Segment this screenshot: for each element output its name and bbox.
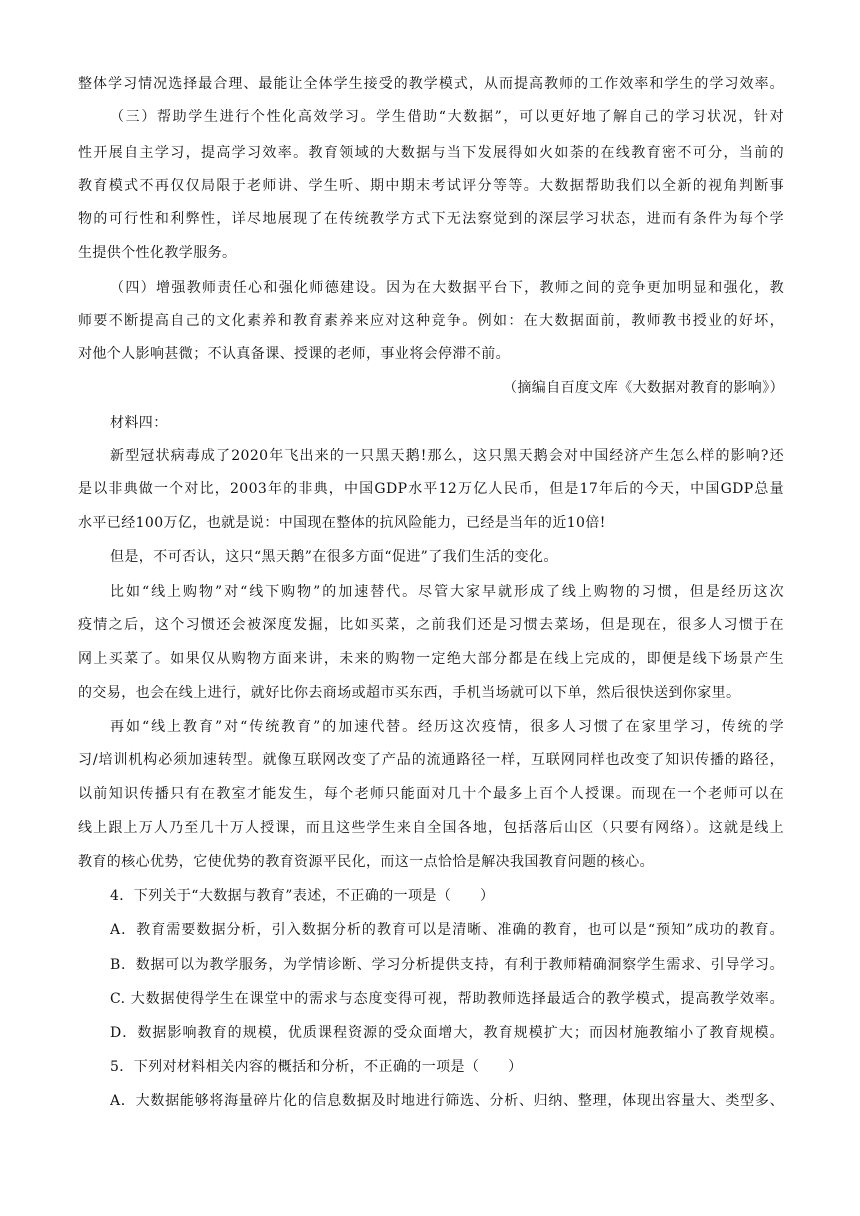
paragraph-line: 但是，不可否认，这只“黑天鹅”在很多方面“促进”了我们生活的变化。: [110, 549, 558, 565]
paragraph-line: （三）帮助学生进行个性化高效学习。学生借助“大数据”，可以更好地了解自己的学习状况，针对: [110, 109, 784, 125]
paragraph-line: 疫情之后，这个习惯还会被深度发掘，比如买菜，之前我们还是习惯去菜场，但是现在，很多人习惯于在: [78, 617, 784, 633]
paragraph-line: 整体学习情况选择最合理、最能让全体学生接受的教学模式，从而提高教师的工作效率和学生的学习效率。: [78, 76, 784, 92]
question-4-option-c: C. 大数据使得学生在课堂中的需求与态度变得可视，帮助教师选择最适合的教学模式，提高教学效率。: [110, 991, 784, 1007]
question-4-option-a: A．教育需要数据分析，引入数据分析的教育可以是清晰、准确的教育，也可以是“预知”成功的教育。: [110, 922, 784, 938]
paragraph-line: 再如“线上教育”对“传统教育”的加速代替。经历这次疫情，很多人习惯了在家里学习，传统的学: [110, 719, 784, 735]
paragraph-line: 对他个人影响甚微；不认真备课、授课的老师，事业将会停滞不前。: [78, 346, 510, 362]
paragraph-line: 新型冠状病毒成了2020年飞出来的一只黑天鹅!那么，这只黑天鹅会对中国经济产生怎么样的影响?还: [110, 448, 784, 464]
paragraph-line: （四）增强教师责任心和强化师德建设。因为在大数据平台下，教师之间的竞争更加明显和强化，教: [110, 280, 784, 296]
paragraph-line: 生提供个性化教学服务。: [78, 245, 237, 261]
section-heading: 材料四：: [110, 415, 168, 431]
question-5-option-a: A．大数据能够将海量碎片化的信息数据及时地进行筛选、分析、归纳、整理，体现出容量大、类型多、: [110, 1093, 784, 1109]
source-citation: （摘编自百度文库《大数据对教育的影响》）: [503, 380, 784, 396]
paragraph-line: 网上买菜了。如果仅从购物方面来讲，未来的购物一定绝大部分都是在线上完成的，即便是线下场景产生: [78, 651, 784, 667]
paragraph-line: 教育模式不再仅仅局限于老师讲、学生听、期中期末考试评分等等。大数据帮助我们以全新的视角判断事: [78, 178, 784, 194]
paragraph-line: 水平已经100万亿，也就是说：中国现在整体的抗风险能力，已经是当年的近10倍!: [78, 515, 606, 531]
paragraph-line: 比如“线上购物”对“线下购物”的加速替代。尽管大家早就形成了线上购物的习惯，但是经历这次: [110, 584, 784, 600]
paragraph-line: 是以非典做一个对比，2003年的非典，中国GDP水平12万亿人民币，但是17年后的今天，中国GDP总量: [78, 481, 784, 497]
question-4-stem: 4．下列关于“大数据与教育”表述，不正确的一项是（ ）: [110, 888, 495, 904]
paragraph-line: 性开展自主学习，提高学习效率。教育领域的大数据与当下发展得如火如荼的在线教育密不可分，当前的: [78, 145, 784, 161]
paragraph-line: 习/培训机构必须加速转型。就像互联网改变了产品的流通路径一样，互联网同样也改变了知识传播的路径，: [78, 752, 784, 768]
question-4-option-b: B．数据可以为教学服务，为学情诊断、学习分析提供支持，有利于教师精确洞察学生需求、引导学习。: [110, 957, 784, 973]
paragraph-line: 物的可行性和利弊性，详尽地展现了在传统教学方式下无法察觉到的深层学习状态，进而有条件为每个学: [78, 211, 784, 227]
paragraph-line: 以前知识传播只有在教室才能发生，每个老师只能面对几十个最多上百个人授课。而现在一个老师可以在: [78, 786, 784, 802]
paragraph-line: 的交易，也会在线上进行，就好比你去商场或超市买东西，手机当场就可以下单，然后很快送到你家里。: [78, 685, 741, 701]
paragraph-line: 教育的核心优势，它使优势的教育资源平民化，而这一点恰恰是解决我国教育问题的核心。: [78, 854, 654, 870]
paragraph-line: 线上跟上万人乃至几十万人授课，而且这些学生来自全国各地，包括落后山区（只要有网络）。这就是线上: [78, 820, 784, 836]
question-5-stem: 5．下列对材料相关内容的概括和分析，不正确的一项是（ ）: [110, 1059, 523, 1075]
question-4-option-d: D．数据影响教育的规模，优质课程资源的受众面增大，教育规模扩大；而因材施教缩小了教育规模。: [110, 1025, 784, 1041]
paragraph-line: 师要不断提高自己的文化素养和教育素养来应对这种竞争。例如：在大数据面前，教师教书授业的好坏，: [78, 313, 784, 329]
